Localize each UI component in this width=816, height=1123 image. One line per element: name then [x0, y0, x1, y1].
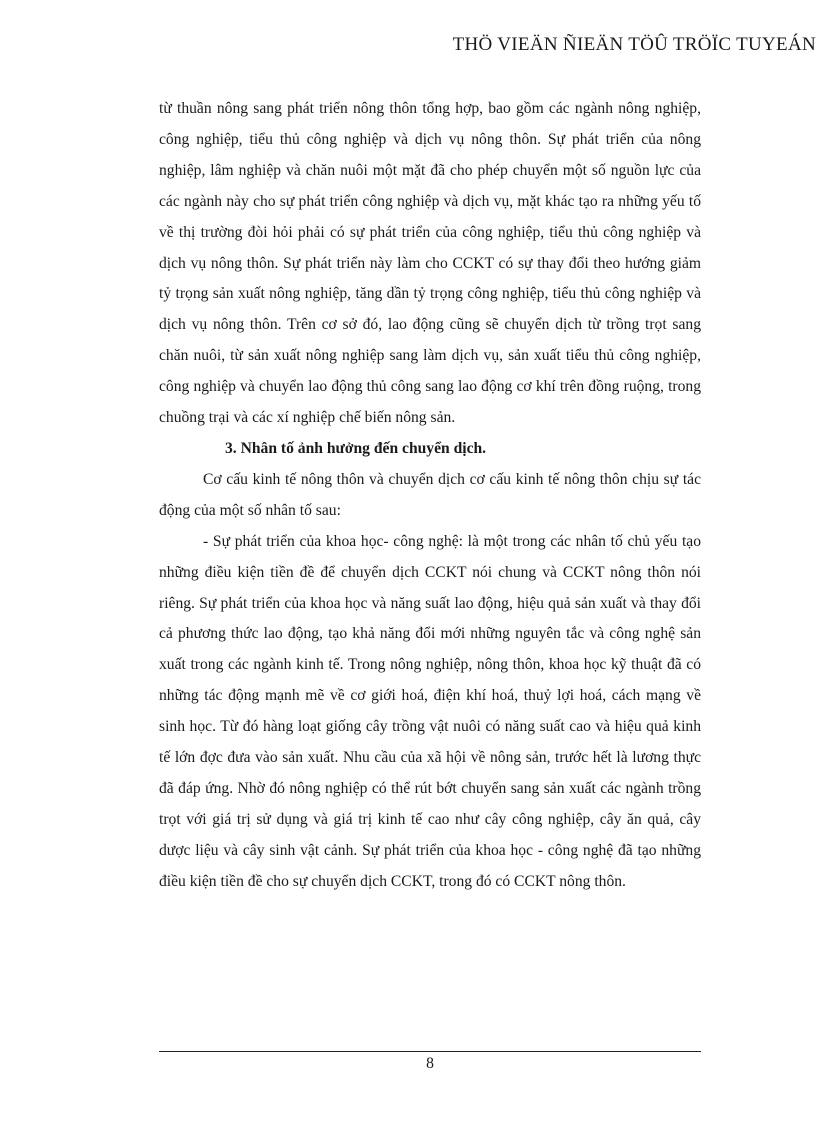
continuation-paragraph: từ thuần nông sang phát triển nông thôn tổng hợp, bao gồm các ngành nông nghiệp, công nghiệp, tiểu thủ công nghiệp và dịch vụ nông thôn. Sự phát triển của nông nghiệp, lâm nghiệp và chăn nuôi một mặt đã cho phép chuyển một số nguồn lực của các ngành này cho sự phát triển công nghiệp và dịch vụ, mặt khác tạo ra những yếu tố về thị trường đòi hỏi phải có sự phát triển của công nghiệp, tiểu thủ công nghiệp và dịch vụ nông thôn. Sự phát triển này làm cho CCKT có sự thay đổi theo hướng giảm tỷ trọng sản xuất nông nghiệp, tăng dần tỷ trọng công nghiệp, tiểu thủ công nghiệp và dịch vụ nông thôn. Trên cơ sở đó, lao động cũng sẽ chuyển dịch từ trồng trọt sang chăn nuôi, từ sản xuất nông nghiệp sang làm dịch vụ, sản xuất tiểu thủ công nghiệp, công nghiệp và chuyển lao động thủ công sang lao động cơ khí trên đồng ruộng, trong chuồng trại và các xí nghiệp chế biến nông sản. [159, 100, 701, 427]
section-heading: 3. Nhân tố ảnh hưởng đến chuyển dịch. [225, 439, 487, 457]
running-header: THÖ VIEÄN ÑIEÄN TÖÛ TRÖÏC TUYEÁN [452, 34, 816, 55]
page-body [159, 94, 701, 898]
footer-divider [159, 1051, 701, 1052]
intro-paragraph: Cơ cấu kinh tế nông thôn và chuyển dịch cơ cấu kinh tế nông thôn chịu sự tác động của một số nhân tố sau: [159, 470, 701, 519]
page-number: 8 [426, 1055, 434, 1072]
factor-paragraph: - Sự phát triển của khoa học- công nghệ: là một trong các nhân tố chủ yếu tạo những điều kiện tiền đề để chuyển dịch CCKT nói chung và CCKT nông thôn nói riêng. Sự phát triển của khoa học và năng suất lao động, hiệu quả sản xuất và thay đổi cả phương thức lao động, tạo khả năng đổi mới những nguyên tắc và công nghệ sản xuất trong các ngành kinh tế. Trong nông nghiệp, nông thôn, khoa học kỹ thuật đã có những tác động mạnh mẽ về cơ giới hoá, điện khí hoá, thuỷ lợi hoá, cách mạng về sinh học. Từ đó hàng loạt giống cây trồng vật nuôi có năng suất cao và hiệu quả kinh tế lớn đợc đưa vào sản xuất. Nhu cầu của xã hội về nông sản, trước hết là lương thực đã đáp ứng. Nhờ đó nông nghiệp có thể rút bớt chuyển sang sản xuất các ngành trồng trọt với giá trị sử dụng và giá trị kinh tế cao như cây công nghiệp, cây ăn quả, cây dược liệu và cây sinh vật cảnh. Sự phát triển của khoa học - công nghệ đã tạo những điều kiện tiền đề cho sự chuyển dịch CCKT, trong đó có CCKT nông thôn. [159, 532, 701, 890]
